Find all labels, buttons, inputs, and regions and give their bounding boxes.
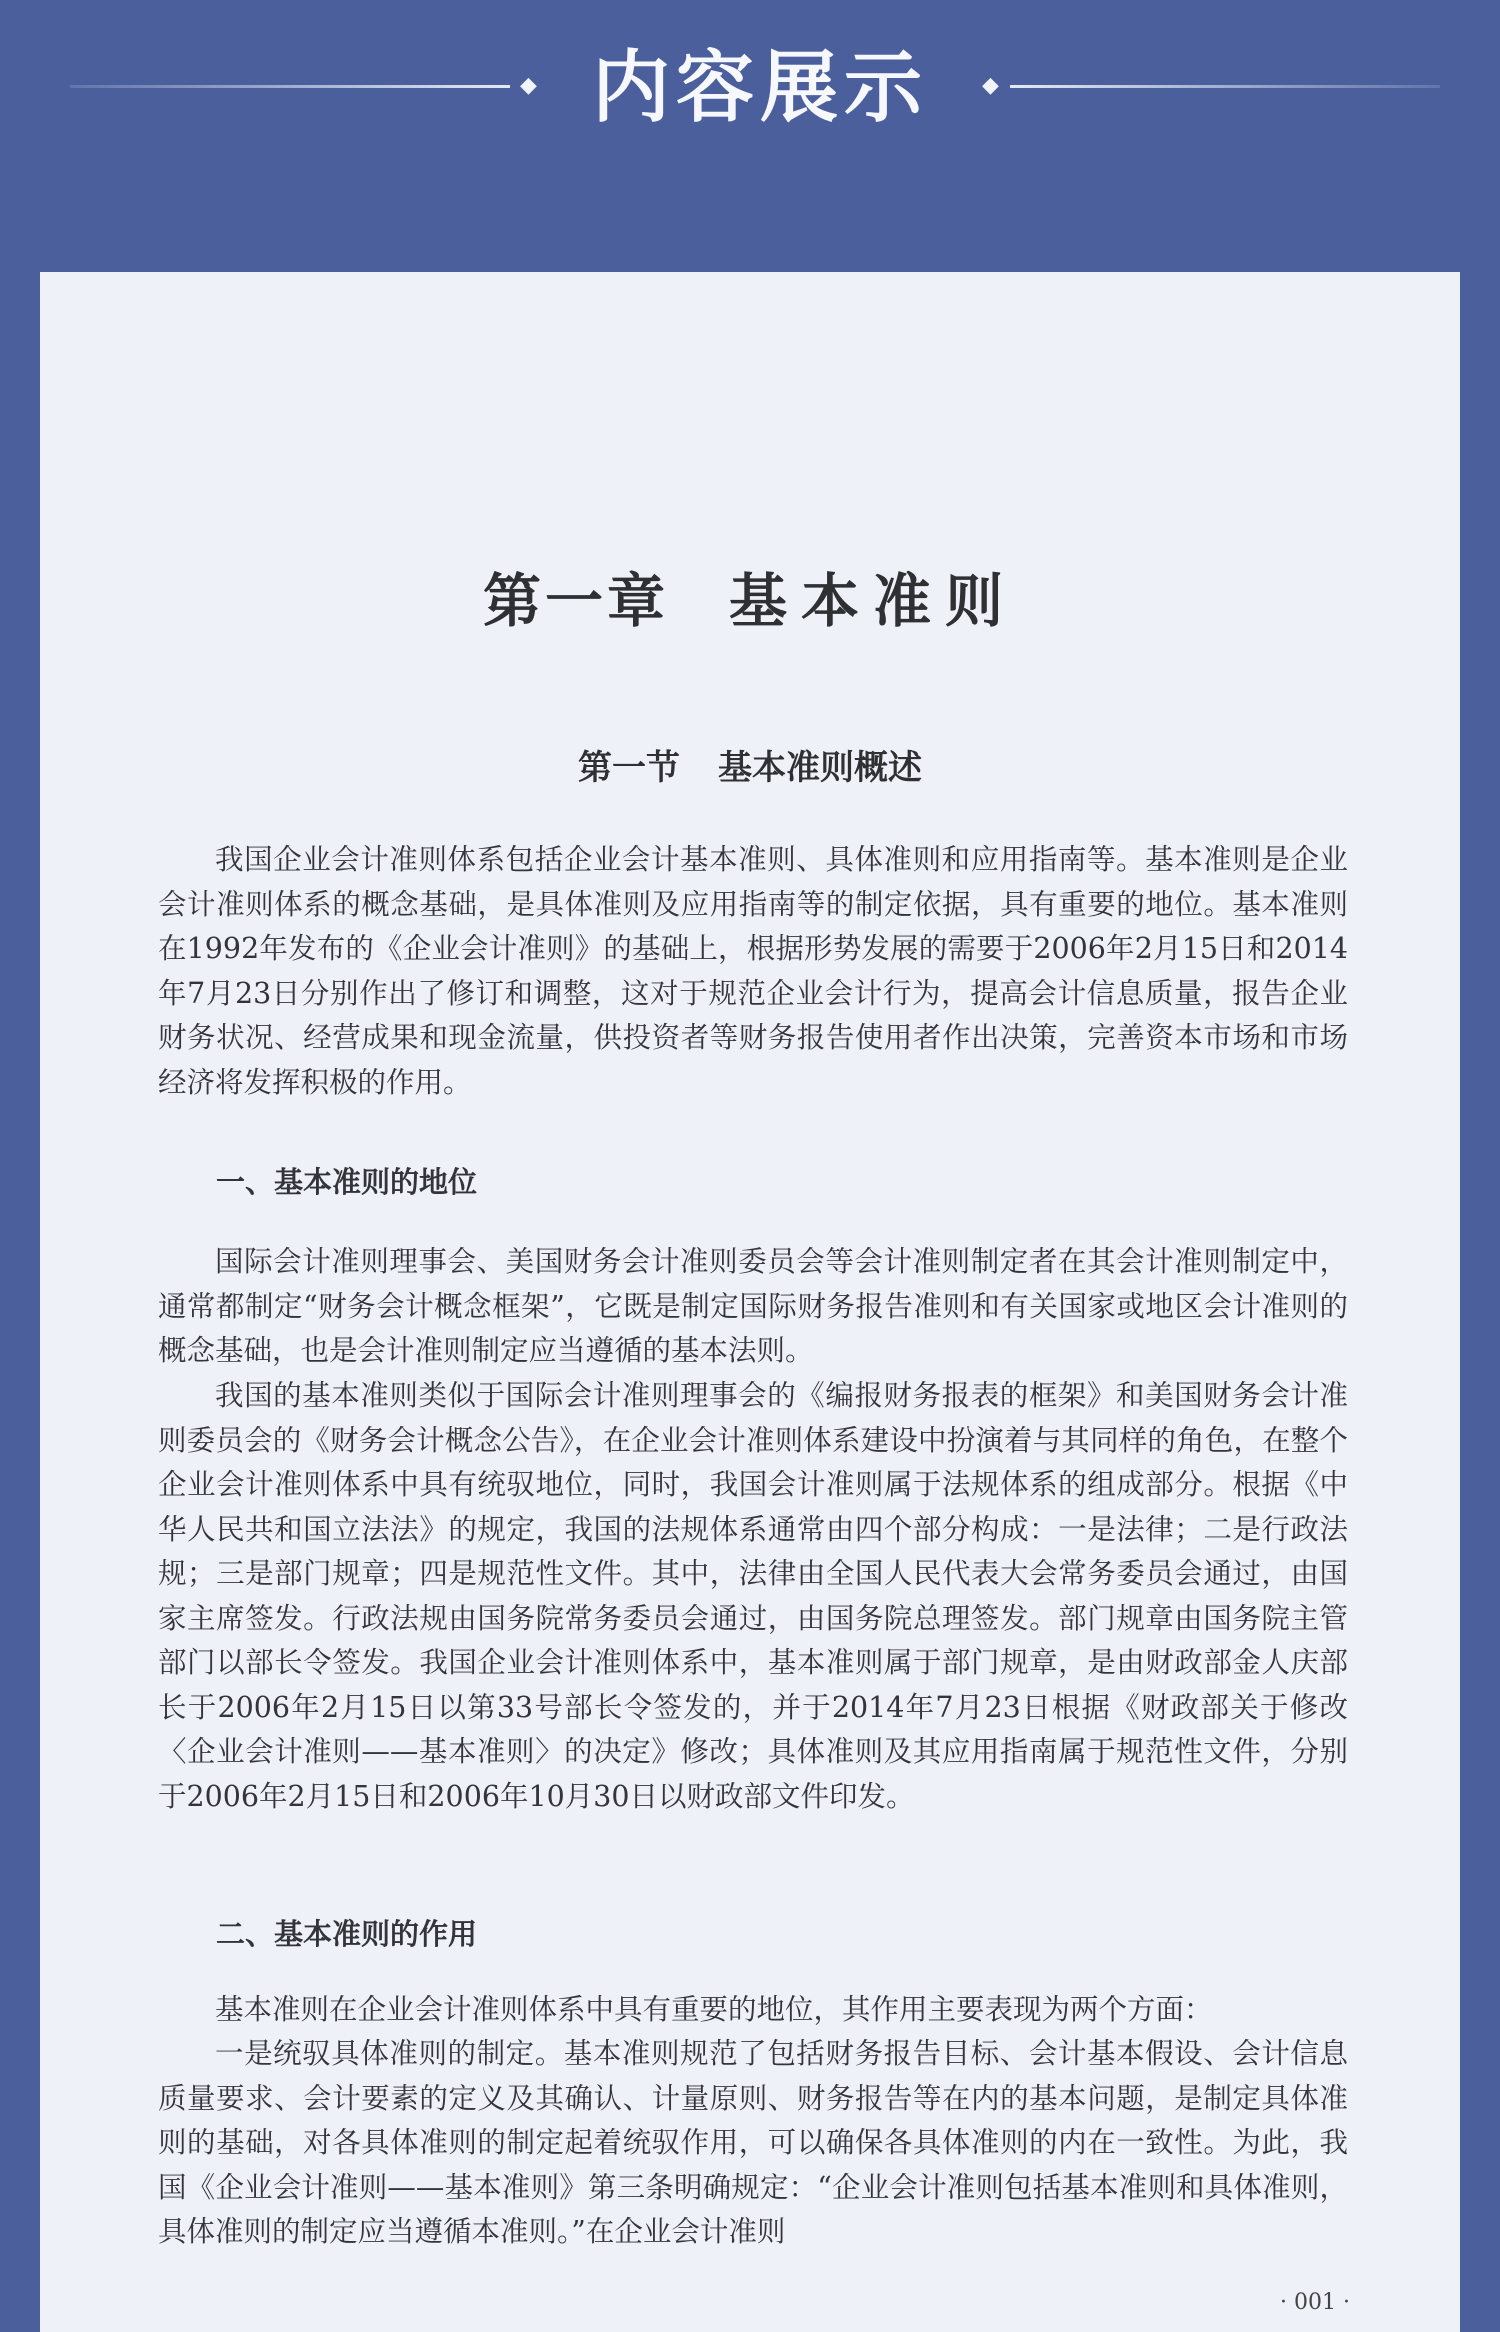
section-number: 第一节 xyxy=(578,748,680,788)
section-title xyxy=(40,740,1460,789)
header-banner xyxy=(0,0,1500,270)
heading-part2: 二、基本准则的作用 xyxy=(216,1917,478,1951)
page-number: · 001 · xyxy=(1280,2290,1350,2315)
part1-paragraph-2: 我国的基本准则类似于国际会计准则理事会的《编报财务报表的框架》和美国财务会计准则委员会的《财务会计概念公告》，在企业会计准则体系建设中扮演着与其同样的角色，在整个企业会计准则体系中具有统驭地位，同时，我国会计准则属于法规体系的组成部分。根据《中华人民共和国立法法》的规定，我国的法规体系通常由四个部分构成：一是法律；二是行政法规；三是部门规章；四是规范性文件。其中，法律由全国人民代表大会常务委员会通过，由国家主席签发。行政法规由国务院常务委员会通过，由国务院总理签发。部门规章由国务院主管部门以部长令签发。我国企业会计准则体系中，基本准则属于部门规章，是由财政部金人庆部长于2006年2月15日以第33号部长令签发的，并于2014年7月23日根据《财政部关于修改〈企业会计准则——基本准则〉的决定》修改；具体准则及其应用指南属于规范性文件，分别于2006年2月15日和2006年10月30日以财政部文件印发。 xyxy=(158,1379,1348,1813)
part1-paragraph-1: 国际会计准则理事会、美国财务会计准则委员会等会计准则制定者在其会计准则制定中，通常都制定“财务会计概念框架”，它既是制定国际财务报告准则和有关国家或地区会计准则的概念基础，也是会计准则制定应当遵循的基本法则。 xyxy=(158,1245,1348,1367)
chapter-name: 基本准则 xyxy=(729,567,1018,635)
banner-star-right-icon: ◆ xyxy=(982,73,999,98)
part2-paragraph-1: 基本准则在企业会计准则体系中具有重要的地位，其作用主要表现为两个方面： xyxy=(215,1993,1213,2026)
chapter-number: 第一章 xyxy=(482,567,669,635)
book-page xyxy=(40,272,1460,2332)
banner-title: 内容展示 xyxy=(591,43,928,133)
chapter-title xyxy=(40,554,1460,638)
section-name: 基本准则概述 xyxy=(718,748,922,788)
banner-rule-left xyxy=(70,85,510,88)
part2-paragraph-2: 一是统驭具体准则的制定。基本准则规范了包括财务报告目标、会计基本假设、会计信息质量要求、会计要素的定义及其确认、计量原则、财务报告等在内的基本问题，是制定具体准则的基础，对各具体准则的制定起着统驭作用，可以确保各具体准则的内在一致性。为此，我国《企业会计准则——基本准则》第三条明确规定：“企业会计准则包括基本准则和具体准则，具体准则的制定应当遵循本准则。”在企业会计准则 xyxy=(158,2037,1348,2248)
banner-star-left-icon: ◆ xyxy=(520,73,537,98)
banner-rule-right xyxy=(1010,85,1440,88)
intro-paragraph: 我国企业会计准则体系包括企业会计基本准则、具体准则和应用指南等。基本准则是企业会计准则体系的概念基础，是具体准则及应用指南等的制定依据，具有重要的地位。基本准则在1992年发布的《企业会计准则》的基础上，根据形势发展的需要于2006年2月15日和2014年7月23日分别作出了修订和调整，这对于规范企业会计行为，提高会计信息质量，报告企业财务状况、经营成果和现金流量，供投资者等财务报告使用者作出决策，完善资本市场和市场经济将发挥积极的作用。 xyxy=(158,843,1348,1099)
heading-part1: 一、基本准则的地位 xyxy=(216,1165,478,1199)
